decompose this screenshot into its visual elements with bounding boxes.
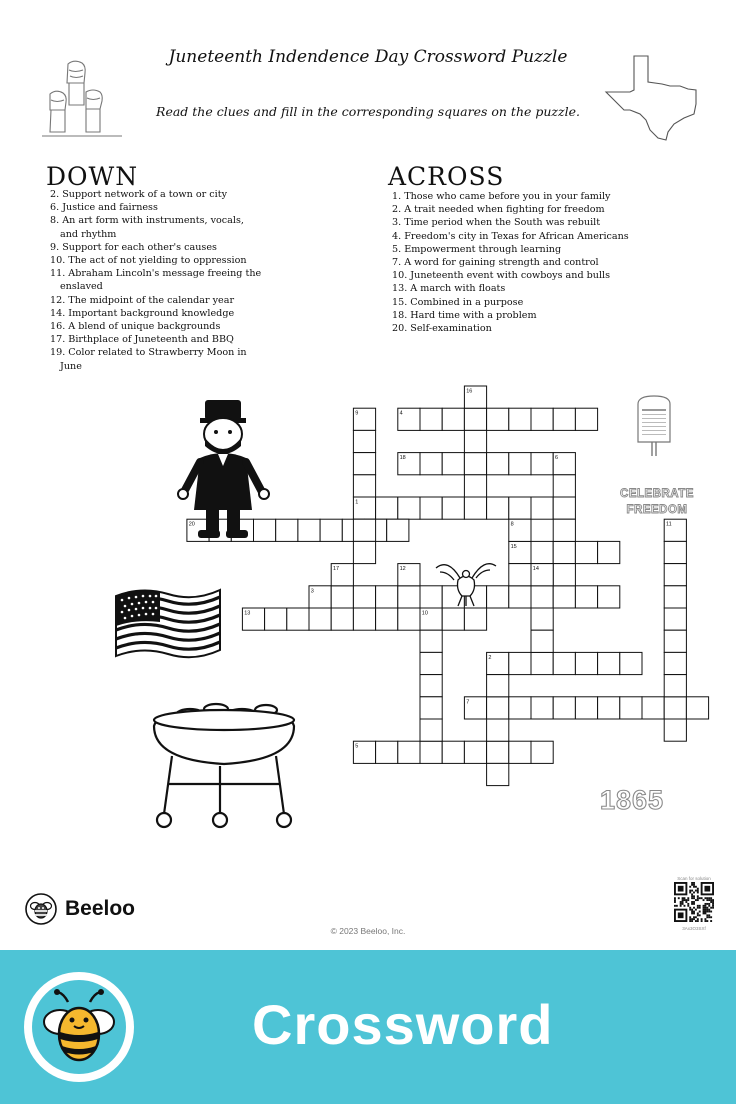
down-clue: 2. Support network of a town or city: [50, 189, 227, 200]
clue-number: 8: [510, 521, 514, 528]
clue-number: 4: [399, 410, 403, 417]
grid-cell[interactable]: [575, 652, 597, 674]
grid-cell[interactable]: [509, 408, 531, 430]
grid-cell[interactable]: [531, 652, 553, 674]
grid-cell[interactable]: [420, 697, 442, 719]
grid-cell[interactable]: [398, 608, 420, 630]
grid-cell[interactable]: [353, 541, 375, 563]
clue-number: 1: [355, 499, 359, 506]
clue-number: 20: [188, 521, 195, 528]
grid-cell[interactable]: [298, 519, 320, 541]
clue-number: 18: [399, 455, 406, 462]
grid-cell[interactable]: [420, 630, 442, 652]
down-clue: 6. Justice and fairness: [50, 202, 158, 214]
grid-cell[interactable]: [664, 541, 686, 563]
down-clue: 9. Support for each other's causes: [50, 241, 217, 253]
grid-cell[interactable]: [553, 541, 575, 563]
across-clue: 13. A march with floats: [392, 283, 506, 295]
grid-cell[interactable]: [664, 697, 686, 719]
grid-cell[interactable]: [420, 408, 442, 430]
grid-cell[interactable]: [398, 586, 420, 608]
down-clue: 12. The midpoint of the calendar year: [50, 294, 235, 306]
across-clue: 2. A trait needed when fighting for freedom: [392, 204, 605, 216]
bee-mascot-icon: [32, 980, 126, 1074]
qr-caption: Scan for solution: [677, 876, 711, 881]
clue-number: 5: [355, 743, 359, 750]
grid-cell[interactable]: [509, 697, 531, 719]
grid-cell[interactable]: [353, 519, 375, 541]
grid-cell[interactable]: [376, 741, 398, 763]
grid-cell[interactable]: [442, 497, 464, 519]
beeloo-brand[interactable]: [25, 893, 135, 925]
down-clue: 10. The act of not yielding to oppression: [50, 255, 247, 267]
grid-cell[interactable]: [664, 564, 686, 586]
grid-cell[interactable]: [320, 519, 342, 541]
clue-number: 11: [666, 521, 672, 528]
grid-cell[interactable]: [531, 741, 553, 763]
grid-cell[interactable]: [287, 608, 309, 630]
across-heading: ACROSS: [388, 162, 505, 191]
down-clue: 11. Abraham Lincoln's message freeing the enslaved: [50, 268, 262, 293]
grid-cell[interactable]: [531, 453, 553, 475]
lincoln-icon: [176, 394, 272, 544]
down-clue: 16. A blend of unique backgrounds: [50, 321, 221, 333]
down-clue: 19. Color related to Strawberry Moon in June: [50, 347, 247, 372]
across-clue: 4. Freedom's city in Texas for African Americans: [392, 230, 629, 242]
grid-cell[interactable]: [553, 586, 575, 608]
dove-icon: [432, 558, 500, 608]
clue-number: 17: [333, 566, 340, 573]
grid-cell[interactable]: [487, 763, 509, 785]
grid-cell[interactable]: [553, 564, 575, 586]
across-clue: 7. A word for gaining strength and control: [392, 257, 599, 269]
grid-cell[interactable]: [509, 564, 531, 586]
grid-cell[interactable]: [464, 430, 486, 452]
grid-cell[interactable]: [509, 741, 531, 763]
grid-cell[interactable]: [420, 652, 442, 674]
grid-cell[interactable]: [686, 697, 708, 719]
grid-cell[interactable]: [553, 652, 575, 674]
grid-cell[interactable]: [376, 586, 398, 608]
across-clue: 5. Empowerment through learning: [392, 243, 562, 255]
grid-cell[interactable]: [464, 608, 486, 630]
grid-cell[interactable]: [575, 586, 597, 608]
grid-cell[interactable]: [353, 475, 375, 497]
year-1865-text: [592, 782, 672, 816]
grid-cell[interactable]: [509, 453, 531, 475]
grid-cell[interactable]: [420, 497, 442, 519]
grid-cell[interactable]: [575, 697, 597, 719]
grid-cell[interactable]: [553, 408, 575, 430]
banner-label: Crossword: [252, 993, 554, 1056]
across-clue: 1. Those who came before you in your family: [392, 191, 611, 202]
down-clue: 17. Birthplace of Juneteenth and BBQ: [50, 334, 234, 346]
puzzle-title: Juneteenth Indendence Day Crossword Puzzle: [168, 47, 568, 67]
grill-icon: [150, 696, 300, 836]
grid-cell[interactable]: [553, 519, 575, 541]
grid-cell[interactable]: [464, 475, 486, 497]
grid-cell[interactable]: [487, 741, 509, 763]
grid-cell[interactable]: [442, 741, 464, 763]
grid-cell[interactable]: [398, 497, 420, 519]
across-clue: 20. Self-examination: [392, 323, 492, 335]
grid-cell[interactable]: [464, 408, 486, 430]
banner-logo: [24, 972, 134, 1082]
clue-number: 3: [310, 588, 314, 595]
clue-number: 16: [466, 388, 473, 395]
grid-cell[interactable]: [664, 586, 686, 608]
bee-logo-icon: [25, 893, 57, 925]
grid-cell[interactable]: [387, 519, 409, 541]
grid-cell[interactable]: [509, 497, 531, 519]
grid-cell[interactable]: [531, 697, 553, 719]
across-clue: 15. Combined in a purpose: [392, 296, 524, 308]
sign-icon: [634, 394, 674, 458]
grid-cell[interactable]: [276, 519, 298, 541]
grid-cell[interactable]: [464, 497, 486, 519]
grid-cell[interactable]: [420, 719, 442, 741]
grid-cell[interactable]: [353, 586, 375, 608]
grid-cell[interactable]: [553, 475, 575, 497]
grid-cell[interactable]: [420, 741, 442, 763]
grid-cell[interactable]: [664, 630, 686, 652]
flag-icon: [112, 584, 224, 664]
across-clue: 18. Hard time with a problem: [392, 309, 537, 321]
copyright-notice: © 2023 Beeloo, Inc.: [330, 926, 406, 936]
grid-cell[interactable]: [664, 608, 686, 630]
grid-cell[interactable]: [442, 408, 464, 430]
down-clue: 8. An art form with instruments, vocals, and rhythm: [50, 215, 244, 240]
grid-cell[interactable]: [553, 697, 575, 719]
across-clue: 10. Juneteenth event with cowboys and bulls: [392, 270, 611, 282]
grid-cell[interactable]: [598, 697, 620, 719]
grid-cell[interactable]: [420, 453, 442, 475]
grid-cell[interactable]: [464, 741, 486, 763]
svg-text:1865: 1865: [599, 785, 665, 815]
grid-cell[interactable]: [442, 608, 464, 630]
grid-cell[interactable]: [487, 675, 509, 697]
puzzle-instructions: Read the clues and fill in the corresponding squares on the puzzle.: [156, 104, 580, 119]
grid-cell[interactable]: [331, 608, 353, 630]
grid-cell[interactable]: [531, 497, 553, 519]
grid-cell[interactable]: [420, 675, 442, 697]
grid-cell[interactable]: [620, 697, 642, 719]
svg-text:CELEBRATE: CELEBRATE: [620, 488, 694, 500]
clue-number: 6: [555, 455, 559, 462]
clue-number: 15: [510, 543, 517, 550]
clue-number: 12: [399, 566, 406, 573]
grid-cell[interactable]: [376, 608, 398, 630]
qr-code-icon: [674, 882, 714, 922]
grid-cell[interactable]: [531, 408, 553, 430]
grid-cell[interactable]: [331, 586, 353, 608]
grid-cell[interactable]: [398, 741, 420, 763]
clue-number: 14: [532, 566, 539, 573]
celebrate-freedom-text: [612, 484, 702, 518]
grid-cell[interactable]: [575, 408, 597, 430]
grid-cell[interactable]: [487, 697, 509, 719]
grid-cell[interactable]: [531, 608, 553, 630]
grid-cell[interactable]: [531, 630, 553, 652]
grid-cell[interactable]: [487, 453, 509, 475]
clue-number: 13: [244, 610, 251, 617]
grid-cell[interactable]: [442, 453, 464, 475]
grid-cell[interactable]: [487, 497, 509, 519]
brand-name: Beeloo: [65, 897, 136, 920]
grid-cell[interactable]: [353, 453, 375, 475]
grid-cell[interactable]: [553, 497, 575, 519]
grid-cell[interactable]: [353, 430, 375, 452]
grid-cell[interactable]: [309, 608, 331, 630]
down-clue: 14. Important background knowledge: [50, 307, 235, 319]
grid-cell[interactable]: [598, 541, 620, 563]
grid-cell[interactable]: [531, 541, 553, 563]
grid-cell[interactable]: [487, 719, 509, 741]
grid-cell[interactable]: [620, 652, 642, 674]
grid-cell[interactable]: [575, 541, 597, 563]
clue-number: 10: [421, 610, 428, 617]
grid-cell[interactable]: [531, 586, 553, 608]
clue-number: 9: [355, 410, 359, 417]
grid-cell[interactable]: [664, 675, 686, 697]
clue-number: 2: [488, 654, 492, 661]
clue-number: 7: [466, 699, 470, 706]
grid-cell[interactable]: [642, 697, 664, 719]
grid-cell[interactable]: [598, 586, 620, 608]
grid-cell[interactable]: [664, 652, 686, 674]
solution-qr[interactable]: [673, 876, 715, 932]
grid-cell[interactable]: [598, 652, 620, 674]
grid-cell[interactable]: [509, 652, 531, 674]
grid-cell[interactable]: [464, 453, 486, 475]
grid-cell[interactable]: [353, 608, 375, 630]
grid-cell[interactable]: [376, 497, 398, 519]
svg-text:FREEDOM: FREEDOM: [626, 504, 688, 516]
qr-code-text: 3Ax3O3SXf: [682, 926, 706, 931]
grid-cell[interactable]: [487, 408, 509, 430]
grid-cell[interactable]: [664, 719, 686, 741]
down-heading: DOWN: [46, 162, 139, 191]
grid-cell[interactable]: [509, 586, 531, 608]
across-clue: 3. Time period when the South was rebuilt: [392, 217, 601, 229]
grid-cell[interactable]: [265, 608, 287, 630]
